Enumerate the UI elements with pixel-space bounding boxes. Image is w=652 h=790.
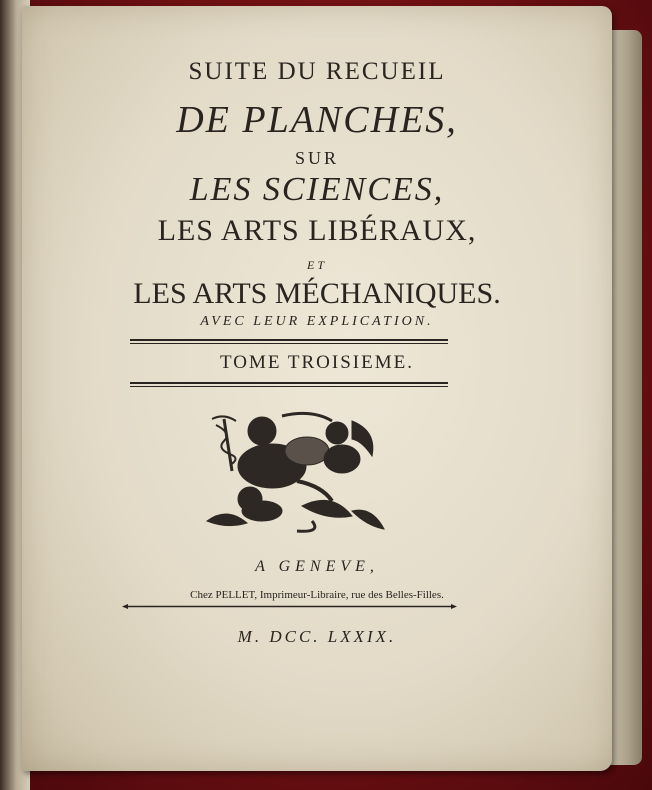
imprint-year: M. DCC. LXXIX. xyxy=(237,627,397,646)
imprint-publisher: Chez PELLET, Imprimeur-Libraire, rue des Belles-Filles. xyxy=(190,589,444,601)
imprint-place: A GENEVE, xyxy=(255,558,379,575)
subtitle-line: AVEC LEUR EXPLICATION. xyxy=(200,314,434,329)
title-line-6: ET xyxy=(306,258,327,272)
title-line-5: LES ARTS LIBÉRAUX, xyxy=(157,214,477,247)
title-line-2: DE PLANCHES, xyxy=(176,99,458,141)
title-line-3: SUR xyxy=(294,148,339,168)
volume-label: TOME TROISIEME. xyxy=(220,352,414,373)
title-line-7: LES ARTS MÉCHANIQUES. xyxy=(133,277,501,310)
title-page xyxy=(22,6,612,771)
title-line-4: LES SCIENCES, xyxy=(189,171,445,208)
printer-ornament-icon xyxy=(202,411,387,536)
volume-rule-bottom xyxy=(130,382,448,387)
volume-rule-top xyxy=(130,339,448,344)
title-line-1: SUITE DU RECUEIL xyxy=(188,58,446,85)
imprint-rule xyxy=(122,604,457,609)
